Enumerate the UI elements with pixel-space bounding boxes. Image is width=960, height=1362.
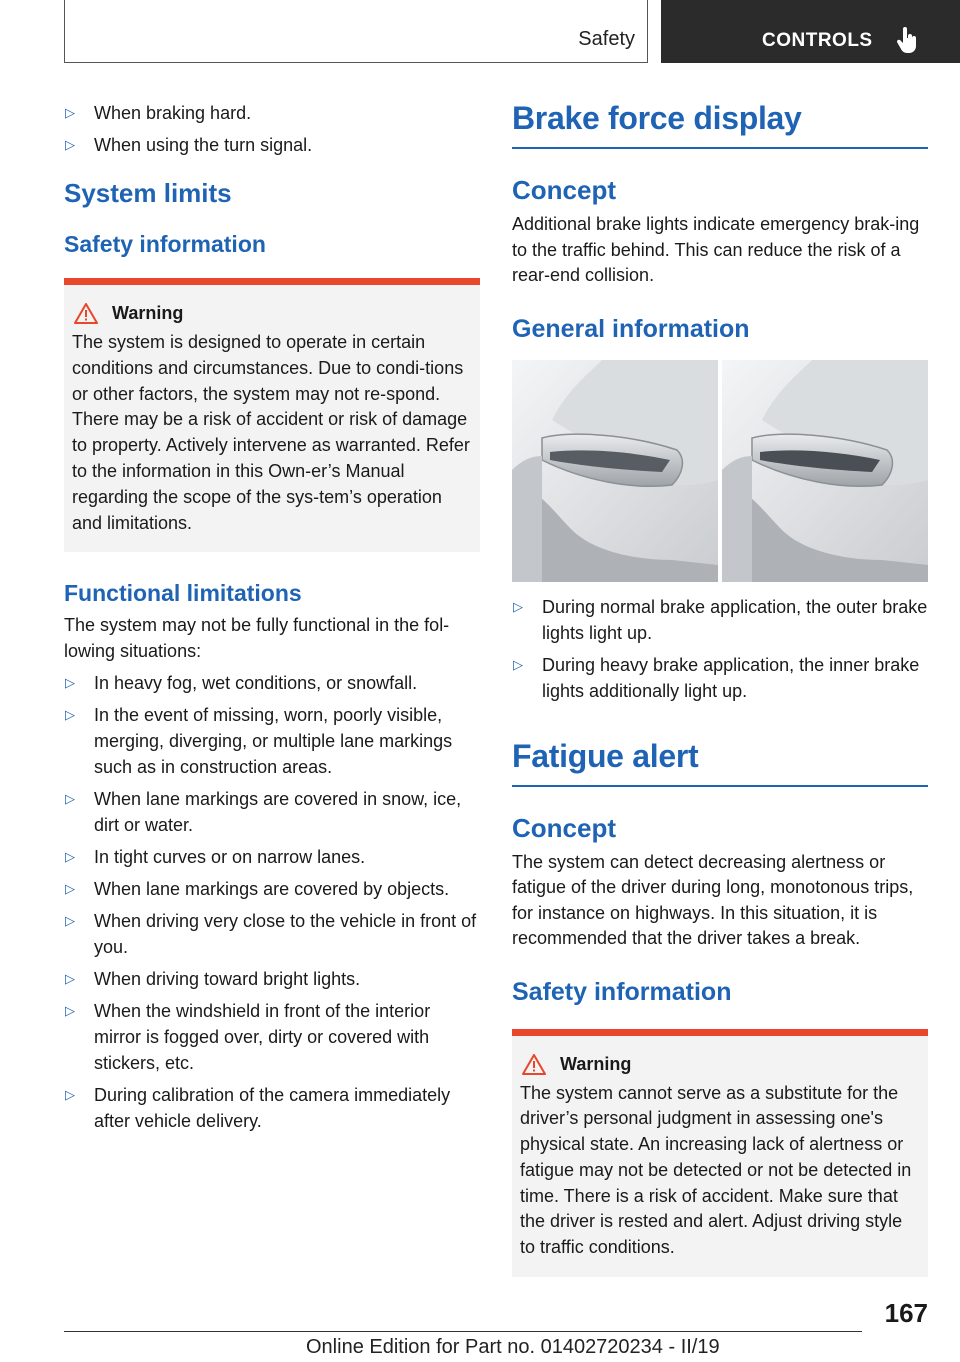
page-number: 167: [884, 1298, 928, 1328]
functional-limitations-heading: Functional limitations: [64, 580, 302, 607]
functional-limitations-intro: The system may not be fully functional in the fol-lowing situations:: [64, 615, 450, 661]
tail-light-normal-image: [512, 360, 718, 582]
left-column: [64, 100, 480, 1140]
warning-text: The system cannot serve as a substitute for the driver’s personal judgment in assessing one's physical state. An increasing lack of alertness or fatigue may not be detected or not be detected in time. There is a risk of accident. Make sure that the driver is rested and alert. Adjust driving style to traffic conditions.: [520, 1082, 912, 1258]
footer-edition: Online Edition for Part no. 01402720234 - II/19: [306, 1336, 720, 1358]
fatigue-safety-heading: Safety information: [512, 977, 732, 1006]
header-section-box: [64, 0, 648, 63]
list-item: ▷ During calibration of the camera immediately after vehicle delivery.: [64, 1082, 480, 1134]
tail-light-heavy-image: [722, 360, 928, 582]
warning-triangle-icon: [522, 1054, 546, 1075]
warning-box: [512, 1029, 928, 1278]
hand-pointer-icon: [896, 26, 920, 54]
list-item: ▷ When driving very close to the vehicle in front of you.: [64, 908, 480, 960]
header-section-title: Safety: [578, 28, 635, 50]
bullet-triangle-icon: ▷: [65, 137, 75, 152]
list-item: ▷ When using the turn signal.: [64, 132, 480, 158]
brake-bullet-list: [512, 594, 928, 704]
bullet-triangle-icon: ▷: [65, 791, 75, 807]
warning-triangle-icon: [74, 303, 98, 324]
bullet-triangle-icon: ▷: [65, 881, 75, 897]
intro-bullet-list: [64, 100, 480, 158]
list-item: ▷ In tight curves or on narrow lanes.: [64, 844, 480, 870]
list-item: ▷ During heavy brake application, the inner brake lights additionally light up.: [512, 652, 928, 704]
general-information-heading: General information: [512, 314, 750, 343]
footer-divider: [64, 1331, 862, 1332]
heading-divider: [512, 785, 928, 787]
bullet-triangle-icon: ▷: [513, 656, 523, 672]
bullet-triangle-icon: ▷: [65, 1087, 75, 1103]
safety-information-heading: Safety information: [64, 231, 266, 257]
list-item: ▷ In the event of missing, worn, poorly visible, merging, diverging, or multiple lane markings such as in construction areas.: [64, 702, 480, 780]
bullet-triangle-icon: ▷: [513, 598, 523, 614]
bullet-triangle-icon: ▷: [65, 707, 75, 723]
list-item: ▷ When braking hard.: [64, 100, 480, 126]
list-item: ▷ When lane markings are covered in snow, ice, dirt or water.: [64, 786, 480, 838]
brake-lights-illustration: [512, 360, 928, 582]
list-item: ▷ In heavy fog, wet conditions, or snowfall.: [64, 670, 480, 696]
list-item: ▷ During normal brake application, the outer brake lights light up.: [512, 594, 928, 646]
bullet-triangle-icon: ▷: [65, 675, 75, 691]
fatigue-concept-heading: Concept: [512, 812, 616, 843]
warning-box: [64, 278, 480, 552]
warning-title: Warning: [560, 1053, 632, 1074]
warning-text: The system is designed to operate in certain conditions and circumstances. Due to condi-tions or other factors, the system may not re-spond. There may be a risk of accident or risk of damage to property. Actively intervene as warranted. Refer to the information in this Own-er’s Manual regarding the scope of the sys-tem’s operation and limitations.: [72, 332, 470, 533]
concept-text: Additional brake lights indicate emergency brak-ing to the traffic behind. This can reduce the risk of a rear-end collision.: [512, 214, 920, 285]
list-item: ▷ When driving toward bright lights.: [64, 966, 480, 992]
bullet-triangle-icon: ▷: [65, 913, 75, 929]
bullet-triangle-icon: ▷: [65, 971, 75, 987]
header-chapter-tab[interactable]: [661, 0, 960, 63]
heading-divider: [512, 147, 928, 149]
system-limits-heading: System limits: [64, 178, 232, 208]
list-item: ▷ When the windshield in front of the interior mirror is fogged over, dirty or covered with stickers, etc.: [64, 998, 480, 1076]
concept-heading: Concept: [512, 175, 616, 205]
warning-title: Warning: [112, 303, 184, 323]
fatigue-alert-heading: Fatigue alert: [512, 737, 699, 774]
bullet-triangle-icon: ▷: [65, 849, 75, 865]
functional-bullet-list: [64, 670, 480, 1134]
bullet-triangle-icon: ▷: [65, 105, 75, 120]
right-column: [512, 100, 928, 1277]
fatigue-concept-text: The system can detect decreasing alertness or fatigue of the driver during long, monotonous trips, for instance on highways. In this situation, it is recommended that the driver takes a break.: [512, 851, 914, 948]
brake-force-display-heading: Brake force display: [512, 100, 802, 136]
bullet-triangle-icon: ▷: [65, 1003, 75, 1019]
header-chapter-label: CONTROLS: [762, 30, 873, 51]
list-item: ▷ When lane markings are covered by objects.: [64, 876, 480, 902]
